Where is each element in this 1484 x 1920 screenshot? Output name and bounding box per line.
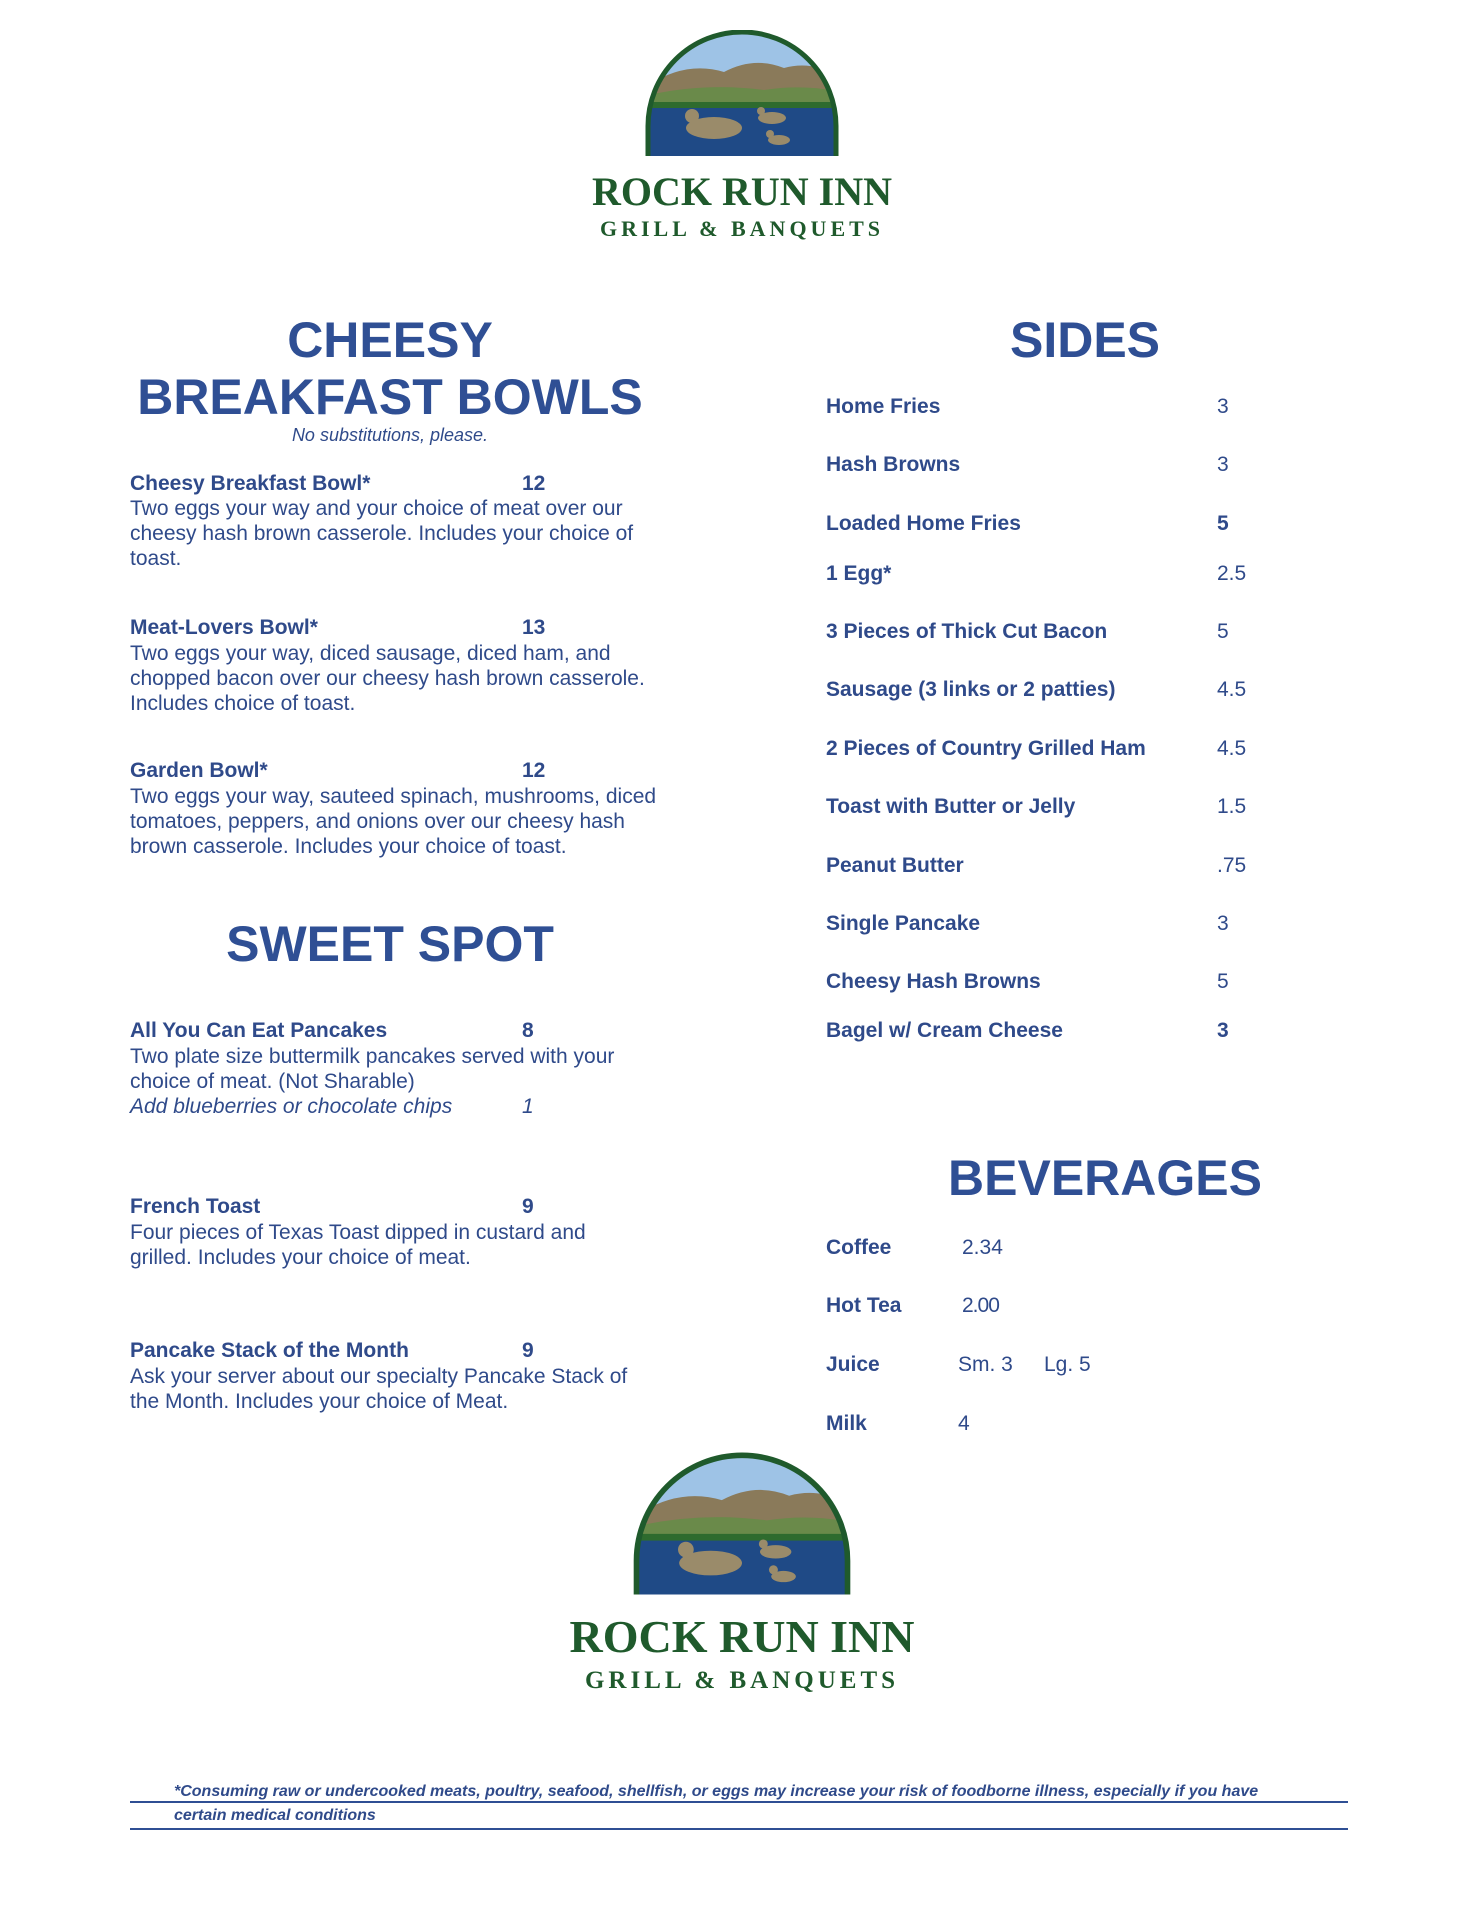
bowls-note: No substitutions, please.: [291, 425, 489, 445]
menu-item-price: 13: [522, 616, 546, 639]
menu-item-price: 9: [522, 1339, 534, 1362]
lake-ducks-emblem-icon: [632, 1452, 852, 1600]
footer-divider-top: [130, 1801, 1348, 1803]
side-item-price: .75: [1217, 854, 1247, 877]
menu-item-addon: Add blueberries or chocolate chips: [130, 1095, 453, 1118]
menu-item-price: 12: [522, 759, 546, 782]
side-item-price: 2.5: [1217, 562, 1247, 585]
beverage-name: Hot Tea: [826, 1294, 902, 1317]
logo-subtitle: GRILL & BANQUETS: [599, 216, 885, 241]
side-item-name: 1 Egg*: [826, 562, 892, 585]
side-item-name: 2 Pieces of Country Grilled Ham: [826, 737, 1146, 760]
lake-ducks-emblem-icon: [644, 30, 840, 160]
menu-item-name: Cheesy Breakfast Bowl*: [130, 472, 371, 495]
side-item-name: Toast with Butter or Jelly: [826, 795, 1076, 818]
side-item-name: Home Fries: [826, 395, 941, 418]
side-item-price: 3: [1217, 1019, 1229, 1042]
side-item-name: Hash Browns: [826, 453, 961, 476]
menu-item-name: Garden Bowl*: [130, 759, 268, 782]
sides-title: SIDES: [1009, 312, 1161, 368]
footer-divider-bottom: [130, 1828, 1348, 1830]
side-item-price: 1.5: [1217, 795, 1247, 818]
footer-disclaimer: *Consuming raw or undercooked meats, poultry, seafood, shellfish, or eggs may increase your risk of foodborne illness, especially if you have certain medical conditions: [174, 1783, 1259, 1824]
menu-item-description: Two eggs your way and your choice of meat over our cheesy hash brown casserole. Includes your choice of toast.: [130, 497, 634, 570]
logo-name: ROCK RUN INN: [592, 169, 892, 214]
menu-item-name: French Toast: [130, 1195, 261, 1218]
side-item-name: Loaded Home Fries: [826, 512, 1021, 535]
side-item-name: Cheesy Hash Browns: [826, 970, 1041, 993]
side-item-name: Bagel w/ Cream Cheese: [826, 1019, 1063, 1042]
logo-subtitle: GRILL & BANQUETS: [584, 1667, 900, 1694]
side-item-price: 5: [1217, 970, 1229, 993]
side-item-price: 5: [1217, 620, 1229, 643]
menu-item-description: Two eggs your way, sauteed spinach, mushrooms, diced tomatoes, peppers, and onions over our cheesy hash brown casserole. Includes your choice of toast.: [130, 785, 657, 858]
side-item-name: Single Pancake: [826, 912, 981, 935]
side-item-price: 3: [1217, 453, 1229, 476]
side-item-name: Peanut Butter: [826, 854, 964, 877]
beverages-title: BEVERAGES: [948, 1150, 1262, 1206]
top-logo: [540, 30, 944, 240]
menu-item-addon-price: 1: [522, 1095, 534, 1118]
bottom-logo: [520, 1452, 964, 1693]
side-item-price: 4.5: [1217, 737, 1247, 760]
menu-item-name: Meat-Lovers Bowl*: [130, 616, 318, 639]
logo-name: ROCK RUN INN: [569, 1611, 915, 1662]
side-item-price: 3: [1217, 912, 1229, 935]
menu-item-price: 8: [522, 1019, 534, 1042]
side-item-price: 3: [1217, 395, 1229, 418]
beverage-price: 2.00: [962, 1294, 999, 1317]
side-item-name: 3 Pieces of Thick Cut Bacon: [826, 620, 1108, 643]
menu-item-description: Two plate size buttermilk pancakes served with your choice of meat. (Not Sharable): [130, 1045, 615, 1093]
menu-item-description: Four pieces of Texas Toast dipped in custard and grilled. Includes your choice of meat.: [130, 1221, 586, 1269]
menu-item-description: Two eggs your way, diced sausage, diced ham, and chopped bacon over our cheesy hash brown casserole. Includes choice of toast.: [130, 642, 645, 715]
beverage-name: Milk: [826, 1412, 867, 1435]
beverage-price: 4: [958, 1412, 970, 1435]
sweet-title: SWEET SPOT: [226, 916, 554, 972]
side-item-price: 5: [1217, 512, 1229, 535]
menu-item-price: 9: [522, 1195, 534, 1218]
beverage-price: 2.34: [962, 1236, 1003, 1259]
menu-item-description: Ask your server about our specialty Pancake Stack of the Month. Includes your choice of Meat.: [130, 1365, 628, 1413]
menu-item-name: Pancake Stack of the Month: [130, 1339, 409, 1362]
beverage-price-large: Lg. 5: [1044, 1353, 1091, 1376]
bowls-title: CHEESY BREAKFAST BOWLS: [137, 312, 643, 425]
menu-item-price: 12: [522, 472, 546, 495]
side-item-name: Sausage (3 links or 2 patties): [826, 678, 1116, 701]
beverage-name: Juice: [826, 1353, 880, 1376]
side-item-price: 4.5: [1217, 678, 1247, 701]
beverage-name: Coffee: [826, 1236, 892, 1259]
beverage-price: Sm. 3: [958, 1353, 1013, 1376]
menu-item-name: All You Can Eat Pancakes: [130, 1019, 388, 1042]
